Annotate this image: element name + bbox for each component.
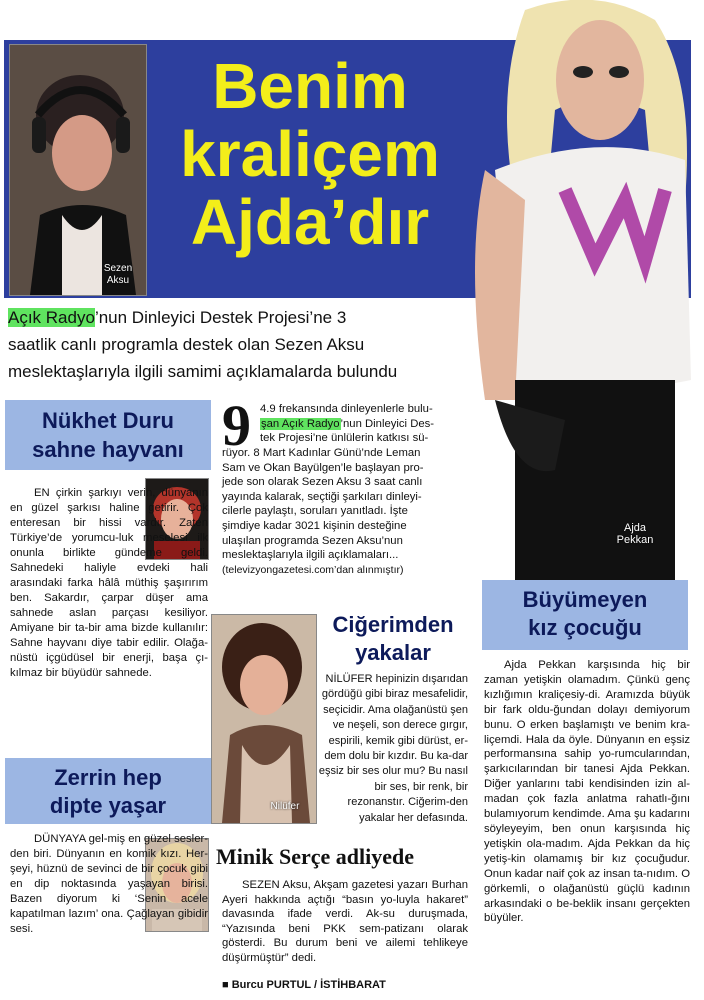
zerrin-title-line-1: Zerrin hep	[54, 765, 162, 790]
subheadline-line-3: meslektaşlarıyla ilgili samimi açıklamalarda bulundu	[8, 362, 398, 381]
main-line-6: jede son olarak Sezen Aksu 3 saat canlı	[222, 476, 423, 489]
main-line-9: şimdiye kadar 3021 kişinin desteğine	[222, 519, 407, 532]
ajda-pekkan-photo	[455, 0, 704, 580]
zerrin-title-line-2: dipte yaşar	[49, 793, 167, 818]
ajda-title-line-2: kız çocuğu	[528, 615, 642, 640]
sezen-photo-caption: Sezen Aksu	[103, 263, 133, 286]
subheadline-rest-1: ’nun Dinleyici Destek Projesi’ne 3	[94, 308, 347, 327]
serce-byline: ■ Burcu PURTUL / İSTİHBARAT	[222, 979, 386, 991]
nilufer-title-line-1: Ciğerimden	[332, 612, 454, 637]
main-line-3: tek Projesi’ne ünlülerin katkısı sü-	[260, 432, 429, 445]
zerrin-title-box	[5, 758, 211, 824]
main-article-source: (televizyongazetesi.com’dan alınmıştır)	[222, 563, 404, 576]
main-line-8: cilerle paylaştı, soruları yanıtladı. İşte	[222, 505, 408, 518]
main-line-5: Sam ve Okan Bayülgen’le başlayan pro-	[222, 461, 424, 474]
subheadline-line-1	[8, 305, 468, 330]
ajda-photo-caption: Ajda Pekkan	[616, 522, 654, 546]
nilufer-illustration	[212, 615, 316, 823]
main-line-7: yayında kalarak, seçtiği şarkıları dinleyi-	[222, 490, 422, 503]
nilufer-photo-caption: Nilüfer	[270, 801, 300, 812]
ajda-pekkan-illustration	[455, 0, 704, 580]
nukhet-title-line-2: sahne hayvanı	[32, 437, 184, 462]
ajda-text: Ajda Pekkan karşısında hiç bir zaman yetişkin olamadım. Çünkü genç kızlığımın kraliçesiy-di. Aramızda büyük bir fark oldu-ğundan dolayı demiyorum bunu. O erken başlamıştı ve benim kra-liçemdi. Hala da öyle. Dünyanın en eşsiz performansına sahip yo-rumcularından, şarkıcılarından bir tanesi Ajda Pekkan. Diğer yanlarını tabi kendisinden izin al-madan çok fazla anlatma rahatlı-ğını bulamıyorum kendimde. Ama şu kadarını söyleyeyim, ben onun karşısında hiç yetişkin ola-madım. Ajda Pekkan da hiç yetiş-kin olamamış bir kız çocuğudur. Onun kadar naif çok az insan ta-nıdım. O görkemli, o olağanüstü güçlü kadının arkasındaki o be-beklik insanı gerçekten büyüler.	[484, 659, 690, 925]
main-line-1: 4.9 frekansında dinleyenlerle bulu-	[260, 403, 433, 415]
main-line-2-highlight: şan Açık Radyo	[261, 417, 340, 430]
nukhet-title-line-1: Nükhet Duru	[42, 408, 174, 433]
subheadline-highlight: Açık Radyo	[8, 308, 95, 327]
headline-line-2: kraliçem	[180, 118, 440, 190]
nilufer-title-line-2: yakalar	[355, 640, 431, 665]
main-line-2	[260, 417, 468, 432]
nukhet-title-box	[5, 400, 211, 470]
ajda-title-box	[482, 580, 688, 650]
ajda-title-line-1: Büyümeyen	[522, 587, 648, 612]
main-article-text	[260, 402, 468, 446]
nukhet-text: EN çirkin şarkıyı verin, dünyanın en güzel şarkısı haline getirir. Çok enteresan bir hissi vardır. Zaten Türkiye’de yorumcu-luk meselesi ilk onunla birlikte gündeme geldi. Sahnedeki haliyle evdeki hali arasındaki farka hâlâ müthiş şaşırırım ben. Sakardır, çarpar düşer ama sahnede aslan parçası kesiliyor. Amiyane bir ta-bir ama bizde kullanılır: Sahne hayvanı diye tabir edilir. Olağa-nüstü içgüdüsel bir enerji, başa çı-kılmaz bir büyüdür sahnede.	[10, 487, 208, 679]
main-line-10: ulaşılan programda Sezen Aksu’nun	[222, 534, 403, 547]
zerrin-text: DÜNYAYA gel-miş en güzel sesler-den biri. Dünyanın en komik kızı. Her-şeyi, hüznü de sevinci de bir çocuk gibi en dip noktasında yaşayan birisi. Bazen diyorum ki ‘Senin acele kapatılman lazım’ ona. Çağlayan gibidir sesi.	[10, 833, 208, 935]
main-article-dropcap: 9	[222, 393, 251, 458]
main-article-text-wide	[222, 446, 468, 577]
headline-line-3: Ajda’dır	[190, 186, 430, 258]
serce-text: SEZEN Aksu, Akşam gazetesi yazarı Burhan Ayeri hakkında açtığı “basın yo-luyla hakaret” davasında ifade verdi. Ak-su duruşmada, “Yazısında beni PKK sem-patizanı olarak gösterdi. Bu durum beni ve ailemi tehlikeye düşürmüştür” dedi.	[222, 879, 468, 964]
headline-line-1: Benim	[212, 50, 408, 122]
sezen-aksu-photo	[9, 44, 147, 296]
serce-title: Minik Serçe adliyede	[216, 844, 414, 869]
subheadline-line-2: saatlik canlı programla destek olan Sezen Aksu	[8, 335, 365, 354]
main-line-11: meslektaşlarıyla ilgili açıklamaları...	[222, 549, 399, 562]
main-line-4: rüyor. 8 Mart Kadınlar Günü’nde Leman	[222, 447, 421, 459]
nilufer-photo	[211, 614, 317, 824]
sezen-aksu-illustration	[10, 45, 146, 295]
main-line-2-rest: ’nun Dinleyici Des-	[340, 417, 435, 430]
nilufer-text: NİLÜFER hepinizin dışarıdan gördüğü gibi biraz mesafelidir, seçicidir. Ama olağanüstü şen ve neşeli, son derece gırgır, espirili, kemik gibi dürüst, er-dem dolu bir kızdır. Bu ka-dar eşsiz bir ses olur mu? Bu nasıl bir ses, bir renk, bir rezonanstır. Ciğerim-den yakalar her defasında.	[318, 673, 468, 824]
